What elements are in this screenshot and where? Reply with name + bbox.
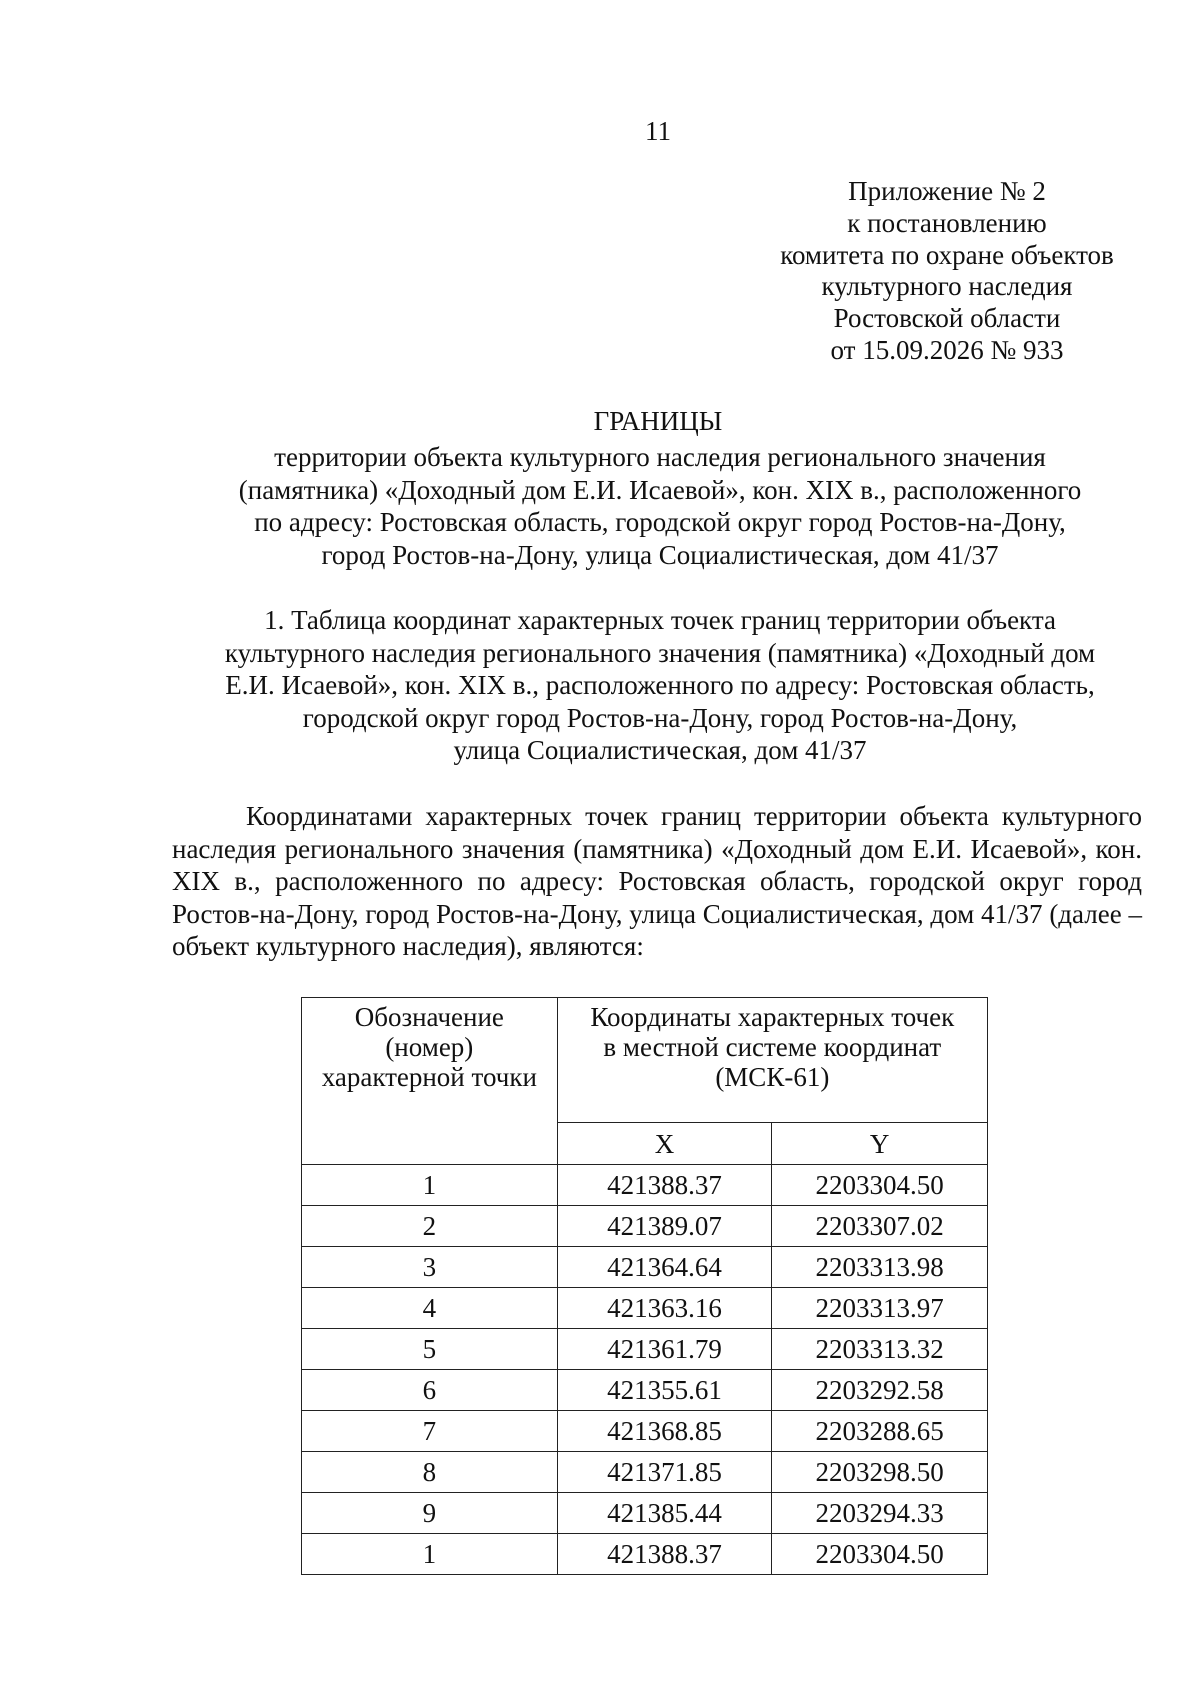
caption-line: 1. Таблица координат характерных точек границ территории объекта	[264, 605, 1056, 635]
header-line: (МСК-61)	[715, 1062, 830, 1092]
appendix-block	[742, 176, 1152, 367]
point-number: 9	[302, 1493, 558, 1534]
y-column-header: Y	[772, 1123, 988, 1165]
page-number: 11	[645, 116, 671, 146]
x-coordinate: 421368.85	[557, 1411, 772, 1452]
y-coordinate: 2203288.65	[772, 1411, 988, 1452]
appendix-line: от 15.09.2026 № 933	[830, 334, 1064, 365]
coordinates-column-header	[557, 998, 987, 1123]
table-caption	[180, 604, 1140, 767]
subtitle-line: по адресу: Ростовская область, городской округ город Ростов-на-Дону,	[254, 507, 1066, 538]
document-subtitle	[190, 441, 1130, 571]
x-column-header: X	[557, 1123, 772, 1165]
table-row	[302, 1329, 988, 1370]
x-coordinate: 421388.37	[557, 1534, 772, 1575]
x-coordinate: 421355.61	[557, 1370, 772, 1411]
y-coordinate: 2203313.32	[772, 1329, 988, 1370]
table-row	[302, 1534, 988, 1575]
point-number: 1	[302, 1165, 558, 1206]
point-number: 8	[302, 1452, 558, 1493]
subtitle-line: территории объекта культурного наследия регионального значения	[274, 442, 1046, 472]
y-coordinate: 2203298.50	[772, 1452, 988, 1493]
table-row	[302, 1452, 988, 1493]
header-line: характерной точки	[321, 1062, 537, 1092]
header-line: в местной системе координат	[603, 1032, 942, 1062]
table-row	[302, 1165, 988, 1206]
y-coordinate: 2203313.98	[772, 1247, 988, 1288]
x-coordinate: 421361.79	[557, 1329, 772, 1370]
point-number: 3	[302, 1247, 558, 1288]
document-title: ГРАНИЦЫ	[593, 406, 723, 436]
x-coordinate: 421371.85	[557, 1452, 772, 1493]
point-column-header	[302, 998, 558, 1165]
point-number: 4	[302, 1288, 558, 1329]
y-coordinate: 2203304.50	[772, 1165, 988, 1206]
appendix-line: к постановлению	[847, 207, 1047, 238]
table-header-row	[302, 998, 988, 1123]
x-coordinate: 421389.07	[557, 1206, 772, 1247]
table-row	[302, 1370, 988, 1411]
table-row	[302, 1247, 988, 1288]
table-row	[302, 1206, 988, 1247]
subtitle-line: (памятника) «Доходный дом Е.И. Исаевой», кон. XIX в., расположенного	[238, 474, 1082, 505]
y-coordinate: 2203304.50	[772, 1534, 988, 1575]
x-coordinate: 421363.16	[557, 1288, 772, 1329]
point-number: 1	[302, 1534, 558, 1575]
x-coordinate: 421364.64	[557, 1247, 772, 1288]
point-number: 6	[302, 1370, 558, 1411]
caption-line: культурного наследия регионального значения (памятника) «Доходный дом	[224, 637, 1096, 668]
intro-paragraph: Координатами характерных точек границ территории объекта культурного наследия регионального значения (памятника) «Доходный дом Е.И. Исаевой», кон. XIX в., расположенного по адресу: Ростовская область, городской округ город Ростов-на-Дону, город Ростов-на-Дону, улица Социалистическая, дом 41/37 (далее – объект культурного наследия), являются:	[172, 801, 1142, 962]
table-row	[302, 1411, 988, 1452]
header-line: (номер)	[385, 1032, 474, 1062]
table-row	[302, 1493, 988, 1534]
x-coordinate: 421385.44	[557, 1493, 772, 1534]
header-line: Обозначение	[354, 1002, 504, 1032]
y-coordinate: 2203313.97	[772, 1288, 988, 1329]
appendix-line: культурного наследия	[821, 271, 1073, 302]
y-coordinate: 2203292.58	[772, 1370, 988, 1411]
subtitle-line: город Ростов-на-Дону, улица Социалистическая, дом 41/37	[321, 539, 999, 570]
appendix-line: комитета по охране объектов	[780, 239, 1114, 270]
header-line: Координаты характерных точек	[590, 1002, 955, 1032]
y-coordinate: 2203294.33	[772, 1493, 988, 1534]
point-number: 7	[302, 1411, 558, 1452]
y-coordinate: 2203307.02	[772, 1206, 988, 1247]
table-row	[302, 1288, 988, 1329]
appendix-line: Ростовской области	[833, 303, 1061, 334]
caption-line: улица Социалистическая, дом 41/37	[453, 735, 867, 766]
appendix-line: Приложение № 2	[848, 176, 1046, 206]
point-number: 2	[302, 1206, 558, 1247]
point-number: 5	[302, 1329, 558, 1370]
coordinates-table	[301, 997, 988, 1575]
x-coordinate: 421388.37	[557, 1165, 772, 1206]
caption-line: Е.И. Исаевой», кон. XIX в., расположенного по адресу: Ростовская область,	[225, 670, 1095, 701]
caption-line: городской округ город Ростов-на-Дону, город Ростов-на-Дону,	[302, 702, 1018, 733]
